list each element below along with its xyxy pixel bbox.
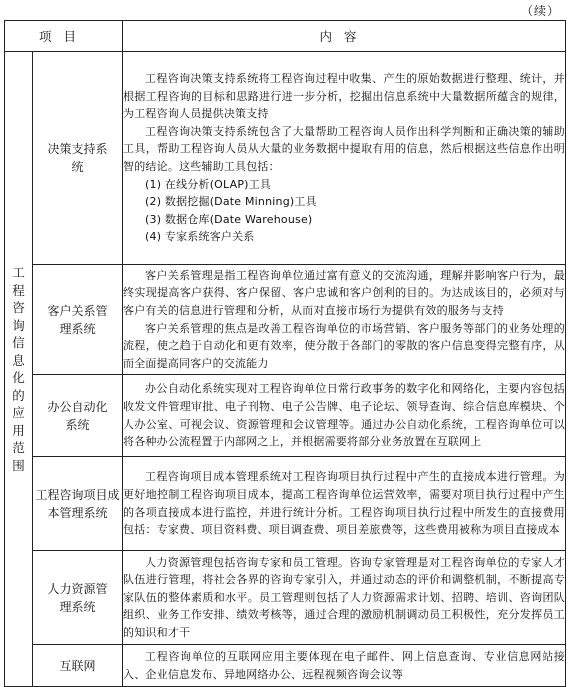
list-item: (1) 在线分析(OLAP)工具 xyxy=(145,177,272,191)
content-table xyxy=(4,20,566,687)
row-item: 人力资源管理系统 xyxy=(33,551,123,645)
row-item: 互联网 xyxy=(33,645,123,687)
header-item: 项目 xyxy=(5,21,123,52)
list-item: (4) 专家系统客户关系 xyxy=(145,230,255,244)
paragraph: 办公自动化系统实现对工程咨询单位日常行政事务的数字化和网络化，主要内容包括收发文件管理审批、电子刊物、电子公告牌、电子论坛、领导查询、综合信息库模块、个人办公室、可视会议、资源管理和会议管理等。通过办公自动化系统，工程咨询单位可以将各种办公流程置于内部网之上，并根据需要将部分业务放置在互联网上 xyxy=(123,382,565,449)
row-item: 工程咨询项目成本管理系统 xyxy=(33,457,123,551)
header-content: 内容 xyxy=(123,21,566,52)
row-content xyxy=(123,375,566,457)
category-label: 工程咨询信息化的应用范围 xyxy=(12,265,25,473)
row-item: 客户关系管理系统 xyxy=(33,265,123,375)
row-content xyxy=(123,265,566,375)
table-row xyxy=(5,375,566,457)
list-item: (2) 数据挖掘(Date Minning)工具 xyxy=(145,195,317,209)
row-item: 决策支持系统 xyxy=(33,52,123,265)
paragraph: 客户关系管理的焦点是改善工程咨询单位的市场营销、客户服务等部门的业务处理的流程，使之趋于自动化和更有效率，使分散于各部门的零散的客户信息变得完整有序，从而全面提高同客户的交流能力 xyxy=(123,321,565,370)
paragraph: 工程咨询项目成本管理系统对工程咨询项目执行过程中产生的直接成本进行管理。为更好地控制工程咨询项目成本，提高工程咨询单位运营效率，需要对项目执行过程中产生的各项直接成本进行监控，并进行统计分析。工程咨询项目执行过程中所发生的直接费用包括：专家费、项目资料费、项目调查费、项目差旅费等，这些费用被称为项目直接成本 xyxy=(123,470,565,537)
paragraph: 工程咨询决策支持系统将工程咨询过程中收集、产生的原始数据进行整理、统计，并根据工程咨询的目标和思路进行进一步分析，挖掘出信息系统中大量数据所蕴含的规律，为工程咨询人员提供决策支持 xyxy=(123,72,565,121)
table-row xyxy=(5,645,566,687)
row-content xyxy=(123,645,566,687)
row-item: 办公自动化系统 xyxy=(33,375,123,457)
row-content xyxy=(123,551,566,645)
row-content xyxy=(123,52,566,265)
paragraph: 人力资源管理包括咨询专家和员工管理。咨询专家管理是对工程咨询单位的专家人才队伍进行管理，将社会各界的咨询专家引入，并通过动态的评价和调整机制，不断提高专家队伍的整体素质和水平。员工管理则包括了人力资源需求计划、招聘、培训、咨询团队组织、业务工作安排、绩效考核等，通过合理的激励机制调动员工积极性，充分发挥员工的知识和才干 xyxy=(123,555,565,639)
category-cell xyxy=(5,52,33,687)
table-header-row xyxy=(5,21,566,52)
row-content xyxy=(123,457,566,551)
table-row xyxy=(5,52,566,265)
list-item: (3) 数据仓库(Date Warehouse) xyxy=(145,212,313,226)
table-row xyxy=(5,265,566,375)
table-row xyxy=(5,551,566,645)
continued-marker: （续） xyxy=(520,4,560,18)
paragraph: 客户关系管理是指工程咨询单位通过富有意义的交流沟通，理解并影响客户行为，最终实现提高客户获得、客户保留、客户忠诚和客户创利的目的。为达成该目的，必须对与客户有关的信息进行管理和分析，从而对直接市场行为提供有效的服务与支持 xyxy=(123,268,565,317)
table-row xyxy=(5,457,566,551)
paragraph: 工程咨询决策支持系统包含了大量帮助工程咨询人员作出科学判断和正确决策的辅助工具，帮助工程咨询人员从大量的业务数据中提取有用的信息，然后根据这些信息作出明智的结论。这些辅助工具包括： xyxy=(123,124,565,173)
paragraph: 工程咨询单位的互联网应用主要体现在电子邮件、网上信息查询、专业信息网站接入、企业信息发布、异地网络办公、远程视频咨询会议等 xyxy=(123,649,565,681)
